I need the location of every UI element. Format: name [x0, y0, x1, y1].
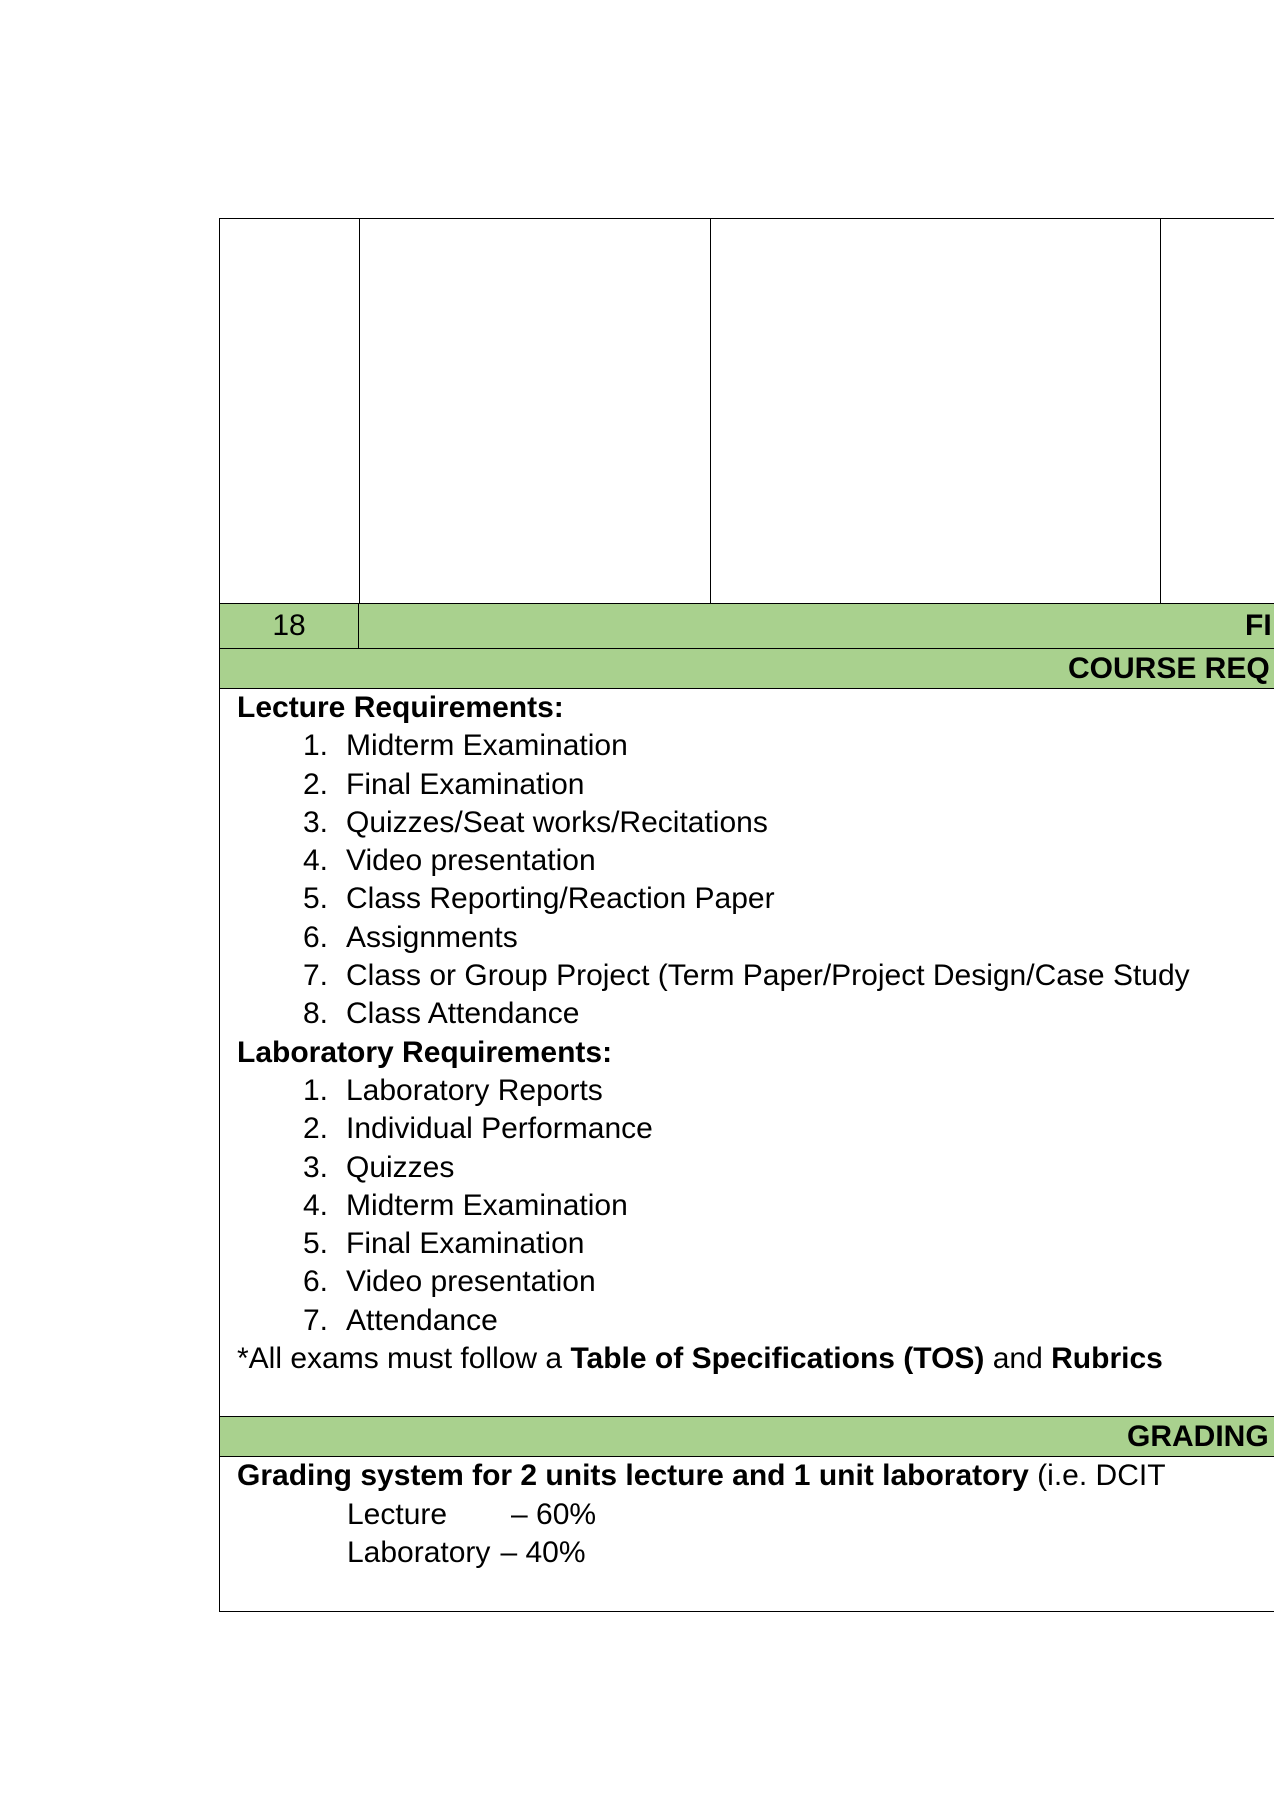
list-item-text: Class Reporting/Reaction Paper — [346, 882, 775, 916]
list-item-text: Midterm Examination — [346, 729, 628, 763]
list-item-text: Assignments — [346, 920, 518, 954]
list-item-text: Individual Performance — [346, 1112, 653, 1146]
list-item-number: 4. — [302, 844, 328, 878]
laboratory-weight — [347, 1534, 1166, 1573]
final-week-row — [220, 604, 1274, 649]
laboratory-requirements-heading: Laboratory Requirements: — [237, 1035, 613, 1069]
lecture-requirement-item — [237, 842, 1190, 880]
list-item-text: Class Attendance — [346, 997, 580, 1031]
list-item-number: 4. — [302, 1188, 328, 1222]
lecture-requirements-list — [237, 727, 1190, 1033]
list-item-number: 1. — [302, 729, 328, 763]
laboratory-requirement-item — [237, 1072, 1190, 1110]
grading-title-rest: (i.e. DCIT — [1028, 1459, 1166, 1492]
week-label: FI — [1245, 609, 1272, 642]
laboratory-weight-value: – 40% — [500, 1536, 586, 1569]
column-divider — [359, 219, 360, 603]
lecture-weight-value: – 60% — [511, 1497, 597, 1531]
lecture-requirement-item — [237, 995, 1190, 1033]
laboratory-requirement-item — [237, 1302, 1190, 1340]
grading-header: GRADING — [1127, 1419, 1269, 1453]
list-item-number: 3. — [302, 805, 328, 839]
list-item-text: Quizzes/Seat works/Recitations — [346, 805, 768, 839]
laboratory-requirement-item — [237, 1149, 1190, 1187]
list-item-text: Class or Group Project (Term Paper/Project Design/Case Study — [346, 959, 1190, 993]
list-item-text: Laboratory Reports — [346, 1073, 603, 1107]
list-item-text: Video presentation — [346, 844, 596, 878]
list-item-number: 6. — [302, 1265, 328, 1299]
lecture-requirement-item — [237, 919, 1190, 957]
requirements-row — [220, 689, 1274, 1417]
lecture-requirement-item — [237, 880, 1190, 918]
week-number: 18 — [220, 604, 359, 648]
laboratory-weight-label: Laboratory — [347, 1536, 491, 1569]
grading-header-row — [220, 1417, 1274, 1457]
blank-table-row — [220, 219, 1274, 604]
column-divider — [710, 219, 711, 603]
grading-title — [237, 1457, 1166, 1496]
lecture-requirement-item — [237, 766, 1190, 804]
list-item-number: 8. — [302, 997, 328, 1031]
list-item-text: Midterm Examination — [346, 1188, 628, 1222]
list-item-number: 3. — [302, 1150, 328, 1184]
list-item-number: 1. — [302, 1073, 328, 1107]
grading-title-bold: Grading system for 2 units lecture and 1 unit laboratory — [237, 1459, 1029, 1492]
exam-note-prefix: *All exams must follow a — [237, 1342, 571, 1376]
exam-note-tos: Table of Specifications (TOS) — [570, 1342, 985, 1376]
grading-content — [237, 1457, 1166, 1573]
laboratory-requirement-item — [237, 1187, 1190, 1225]
laboratory-requirement-item — [237, 1225, 1190, 1263]
exam-note-rubrics: Rubrics — [1051, 1342, 1163, 1376]
list-item-number: 7. — [302, 1303, 328, 1337]
list-item-text: Final Examination — [346, 1227, 585, 1261]
lecture-requirement-item — [237, 804, 1190, 842]
lecture-weight — [347, 1496, 1166, 1535]
list-item-text: Video presentation — [346, 1265, 596, 1299]
list-item-number: 6. — [302, 920, 328, 954]
lecture-requirement-item — [237, 957, 1190, 995]
lecture-weight-label: Lecture — [347, 1497, 448, 1531]
exam-note-and: and — [984, 1342, 1052, 1376]
grading-row — [220, 1457, 1274, 1612]
syllabus-table — [219, 218, 1274, 1612]
laboratory-requirement-item — [237, 1263, 1190, 1301]
course-requirements-header-row — [220, 649, 1274, 689]
list-item-number: 5. — [302, 882, 328, 916]
course-requirements-header: COURSE REQ — [1068, 651, 1270, 685]
list-item-number: 7. — [302, 959, 328, 993]
lecture-requirement-item — [237, 727, 1190, 765]
list-item-number: 2. — [302, 1112, 328, 1146]
list-item-text: Quizzes — [346, 1150, 455, 1184]
laboratory-requirements-list — [237, 1072, 1190, 1340]
list-item-text: Attendance — [346, 1303, 498, 1337]
laboratory-requirement-item — [237, 1110, 1190, 1148]
exam-note — [237, 1340, 1190, 1378]
list-item-number: 5. — [302, 1227, 328, 1261]
column-divider — [1160, 219, 1161, 603]
list-item-text: Final Examination — [346, 767, 585, 801]
requirements-content — [237, 689, 1190, 1378]
list-item-number: 2. — [302, 767, 328, 801]
lecture-requirements-heading: Lecture Requirements: — [237, 691, 564, 724]
